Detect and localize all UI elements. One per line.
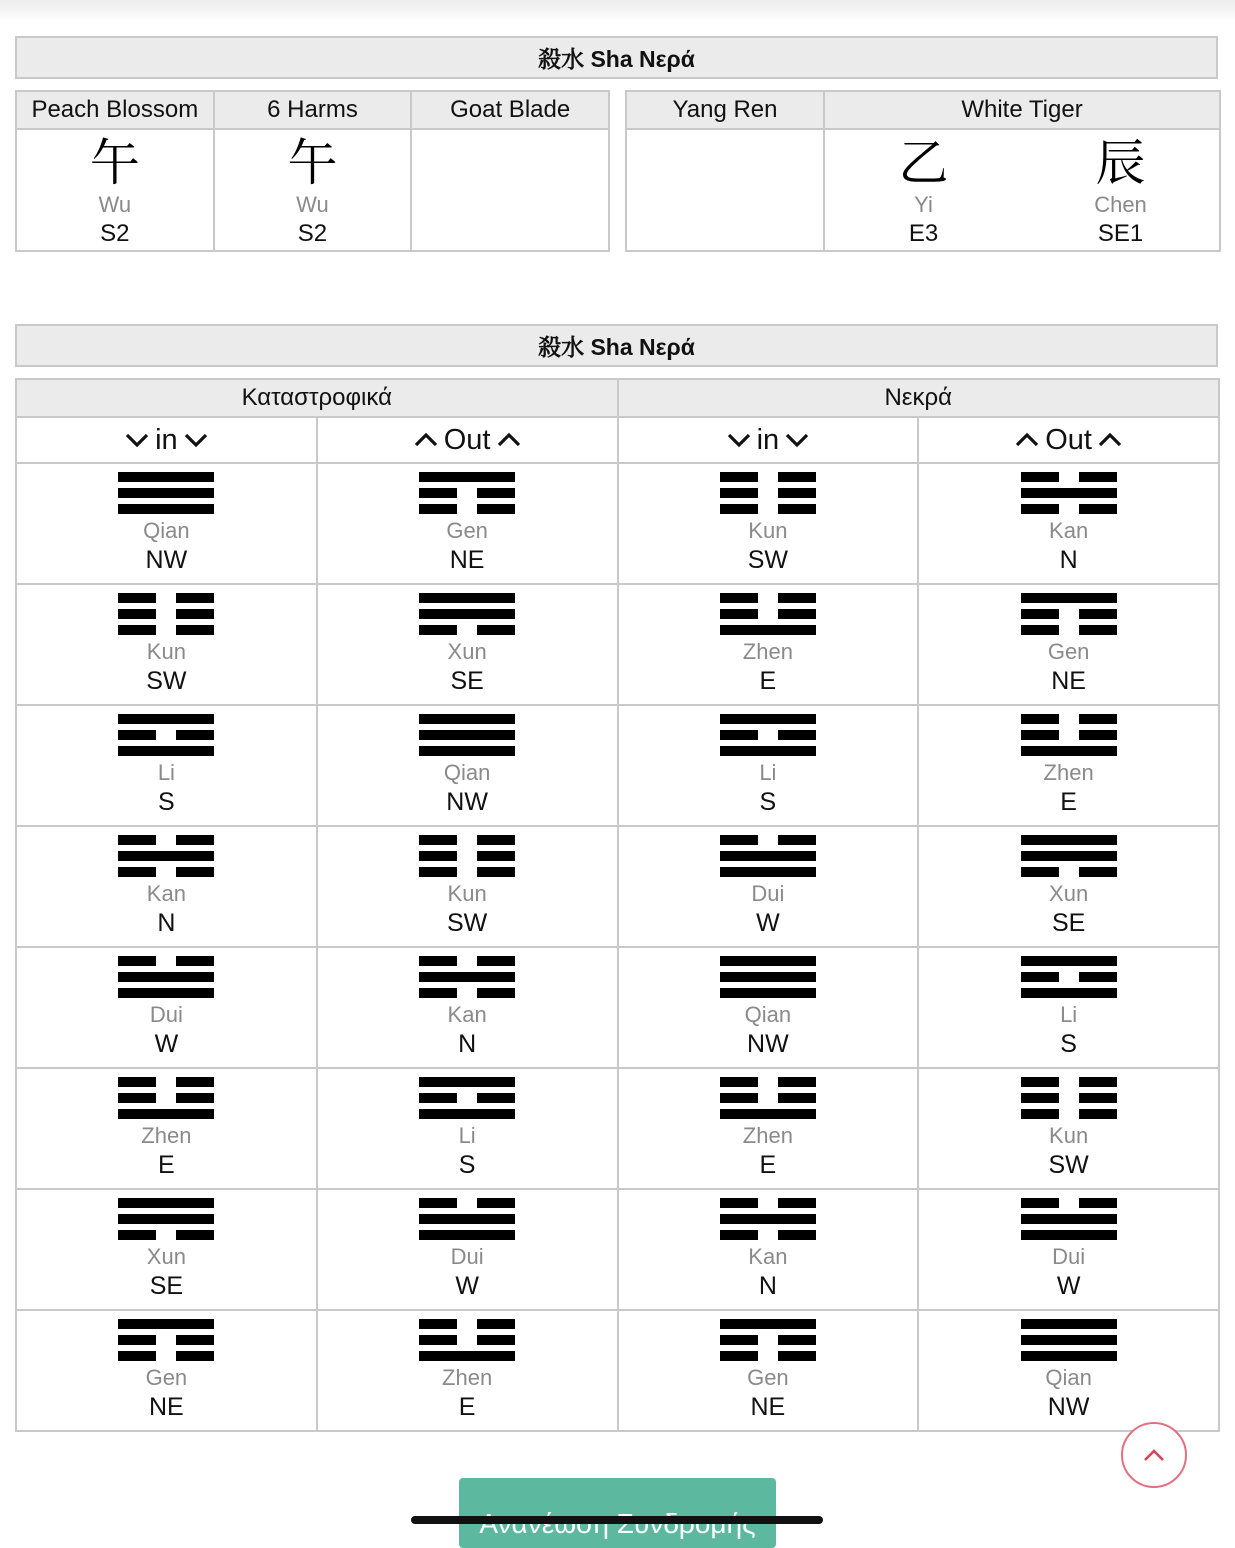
white-tiger-cell-2 (1022, 129, 1220, 251)
trigram-kan-icon (1021, 472, 1117, 514)
trigram-li-icon (419, 1077, 515, 1119)
renew-subscription-button[interactable] (459, 1478, 776, 1548)
trigram-direction: E (458, 1393, 476, 1421)
trigram-dui-icon (1021, 1198, 1117, 1240)
trigram-direction: N (458, 1030, 477, 1058)
location: E3 (908, 220, 939, 247)
trigram-direction: SE (1051, 909, 1086, 937)
trigram-name: Dui (751, 881, 785, 906)
direction-header-out: Out (317, 417, 618, 463)
trigram-xun-icon (419, 593, 515, 635)
trigram-gen-icon (1021, 593, 1117, 635)
trigram-name: Kun (146, 639, 186, 664)
trigram-name: Xun (1049, 881, 1089, 906)
section2-title: 殺水 Sha Νερά (15, 324, 1218, 367)
trigram-direction: NW (145, 546, 188, 574)
group-header-destructive: Καταστροφικά (16, 379, 618, 417)
trigram-zhen-icon (419, 1319, 515, 1361)
trigram-cell (918, 1310, 1219, 1431)
trigram-cell (16, 947, 317, 1068)
trigram-cell (618, 1068, 919, 1189)
trigram-cell (618, 463, 919, 584)
location: S2 (100, 220, 130, 247)
trigram-row (16, 1068, 1219, 1189)
trigram-cell (317, 584, 618, 705)
header-yang-ren: Yang Ren (626, 91, 824, 129)
pinyin: Wu (296, 192, 329, 217)
trigram-name: Kun (447, 881, 487, 906)
trigram-name: Zhen (442, 1365, 493, 1390)
trigram-cell (918, 1068, 1219, 1189)
chevron-down-icon (727, 432, 751, 448)
hanzi: 辰 (1095, 134, 1146, 192)
trigram-direction: W (756, 909, 780, 937)
group-header-dead: Νεκρά (618, 379, 1220, 417)
trigram-name: Xun (447, 639, 487, 664)
trigram-gen-icon (118, 1319, 214, 1361)
top-fade (0, 0, 1235, 22)
trigram-row (16, 705, 1219, 826)
trigram-kan-icon (720, 1198, 816, 1240)
trigram-direction: S (1060, 1030, 1077, 1058)
trigram-name: Qian (443, 760, 491, 785)
trigram-cell (618, 705, 919, 826)
trigram-cell (16, 1068, 317, 1189)
trigram-cell (317, 1189, 618, 1310)
trigram-name: Li (157, 760, 175, 785)
trigram-cell (918, 947, 1219, 1068)
trigram-name: Dui (1052, 1244, 1086, 1269)
trigram-name: Li (759, 760, 777, 785)
yang-ren-cell (626, 129, 824, 251)
trigram-direction: E (158, 1151, 175, 1179)
trigram-cell (618, 1310, 919, 1431)
trigram-name: Zhen (1043, 760, 1094, 785)
trigram-cell (918, 584, 1219, 705)
chevron-down-icon (184, 432, 208, 448)
trigram-cell (918, 1189, 1219, 1310)
trigram-name: Zhen (141, 1123, 192, 1148)
trigram-direction: NW (747, 1030, 789, 1058)
pinyin: Chen (1094, 192, 1147, 217)
trigram-direction: NE (1051, 667, 1086, 695)
trigram-cell (918, 826, 1219, 947)
trigram-direction: NE (750, 1393, 786, 1421)
trigram-name: Dui (149, 1002, 183, 1027)
trigram-cell (618, 947, 919, 1068)
trigram-direction: SE (149, 1272, 184, 1300)
direction-header-out: Out (918, 417, 1219, 463)
header-white-tiger: White Tiger (824, 91, 1220, 129)
trigram-direction: SW (446, 909, 488, 937)
trigram-direction: W (1056, 1272, 1081, 1300)
trigram-row (16, 584, 1219, 705)
trigram-xun-icon (118, 1198, 214, 1240)
trigram-kan-icon (118, 835, 214, 877)
6-harms-cell (214, 129, 412, 251)
trigram-xun-icon (1021, 835, 1117, 877)
trigram-cell (317, 947, 618, 1068)
trigram-name: Kan (1049, 518, 1089, 543)
section1-title: 殺水 Sha Νερά (15, 36, 1218, 79)
trigram-direction: N (1059, 546, 1078, 574)
trigram-cell (618, 1189, 919, 1310)
trigram-cell (16, 584, 317, 705)
trigram-direction: W (455, 1272, 479, 1300)
trigram-cell (16, 826, 317, 947)
chevron-up-icon (497, 432, 521, 448)
trigram-direction: E (1060, 788, 1077, 816)
chevron-down-icon (785, 432, 809, 448)
trigram-li-icon (118, 714, 214, 756)
peach-blossom-cell (16, 129, 214, 251)
trigram-cell (618, 584, 919, 705)
trigram-qian-icon (1021, 1319, 1117, 1361)
trigram-cell (317, 826, 618, 947)
trigram-name: Qian (1045, 1365, 1092, 1390)
trigram-direction: E (759, 1151, 777, 1179)
trigram-name: Kun (1049, 1123, 1089, 1148)
trigram-cell (918, 705, 1219, 826)
trigram-kun-icon (720, 472, 816, 514)
trigram-table (15, 378, 1220, 1432)
trigram-zhen-icon (118, 1077, 214, 1119)
pinyin: Yi (914, 192, 933, 217)
trigram-direction: S (158, 788, 175, 816)
trigram-name: Kun (748, 518, 788, 543)
white-tiger-cell-1 (824, 129, 1022, 251)
trigram-direction: W (154, 1030, 179, 1058)
trigram-name: Gen (1047, 639, 1090, 664)
trigram-name: Kan (146, 881, 186, 906)
trigram-direction: NE (149, 1393, 184, 1421)
trigram-cell (16, 1310, 317, 1431)
trigram-direction: S (759, 788, 777, 816)
header-peach-blossom: Peach Blossom (16, 91, 214, 129)
scroll-to-top-button[interactable] (1121, 1422, 1187, 1488)
goat-blade-cell (411, 129, 609, 251)
trigram-row (16, 947, 1219, 1068)
trigram-kun-icon (1021, 1077, 1117, 1119)
trigram-name: Gen (747, 1365, 789, 1390)
stars-table-right (625, 90, 1221, 252)
trigram-cell (317, 705, 618, 826)
trigram-kun-icon (419, 835, 515, 877)
trigram-name: Qian (143, 518, 190, 543)
home-indicator (411, 1516, 823, 1524)
trigram-name: Li (458, 1123, 476, 1148)
trigram-direction: N (758, 1272, 777, 1300)
trigram-direction: NW (1047, 1393, 1090, 1421)
trigram-zhen-icon (720, 593, 816, 635)
stars-table-left (15, 90, 610, 252)
trigram-name: Qian (744, 1002, 792, 1027)
trigram-gen-icon (419, 472, 515, 514)
trigram-qian-icon (118, 472, 214, 514)
trigram-direction: E (759, 667, 777, 695)
trigram-direction: NW (446, 788, 488, 816)
trigram-dui-icon (118, 956, 214, 998)
trigram-cell (618, 826, 919, 947)
trigram-name: Gen (446, 518, 488, 543)
trigram-row (16, 463, 1219, 584)
trigram-cell (918, 463, 1219, 584)
location: SE1 (1097, 220, 1144, 247)
trigram-row (16, 1310, 1219, 1431)
trigram-name: Gen (145, 1365, 188, 1390)
trigram-zhen-icon (1021, 714, 1117, 756)
trigram-li-icon (720, 714, 816, 756)
trigram-cell (317, 1310, 618, 1431)
location: S2 (297, 220, 328, 247)
trigram-name: Zhen (742, 639, 793, 664)
trigram-zhen-icon (720, 1077, 816, 1119)
direction-header-in: in (16, 417, 317, 463)
pinyin: Wu (98, 192, 132, 217)
trigram-direction: NE (449, 546, 485, 574)
trigram-direction: SW (146, 667, 187, 695)
trigram-name: Zhen (742, 1123, 793, 1148)
trigram-cell (16, 705, 317, 826)
trigram-row (16, 1189, 1219, 1310)
chevron-down-icon (125, 432, 149, 448)
trigram-cell (16, 463, 317, 584)
direction-header-in: in (618, 417, 919, 463)
trigram-li-icon (1021, 956, 1117, 998)
trigram-name: Kan (748, 1244, 788, 1269)
trigram-dui-icon (419, 1198, 515, 1240)
trigram-gen-icon (720, 1319, 816, 1361)
trigram-direction: S (458, 1151, 476, 1179)
hanzi: 乙 (898, 134, 949, 192)
hanzi: 午 (89, 134, 140, 192)
header-goat-blade: Goat Blade (411, 91, 609, 129)
trigram-name: Kan (447, 1002, 487, 1027)
hanzi: 午 (287, 134, 338, 192)
header-6-harms: 6 Harms (214, 91, 412, 129)
trigram-name: Li (1060, 1002, 1078, 1027)
chevron-up-icon (414, 432, 438, 448)
trigram-direction: SE (450, 667, 484, 695)
trigram-kun-icon (118, 593, 214, 635)
trigram-cell (317, 1068, 618, 1189)
trigram-qian-icon (419, 714, 515, 756)
chevron-up-icon (1098, 432, 1122, 448)
trigram-direction: SW (747, 546, 789, 574)
trigram-cell (317, 463, 618, 584)
chevron-up-icon (1015, 432, 1039, 448)
chevron-up-icon (1143, 1448, 1165, 1462)
trigram-row (16, 826, 1219, 947)
trigram-direction: SW (1048, 1151, 1089, 1179)
trigram-name: Xun (146, 1244, 186, 1269)
trigram-kan-icon (419, 956, 515, 998)
trigram-cell (16, 1189, 317, 1310)
trigram-dui-icon (720, 835, 816, 877)
trigram-qian-icon (720, 956, 816, 998)
trigram-name: Dui (450, 1244, 484, 1269)
trigram-direction: N (157, 909, 176, 937)
